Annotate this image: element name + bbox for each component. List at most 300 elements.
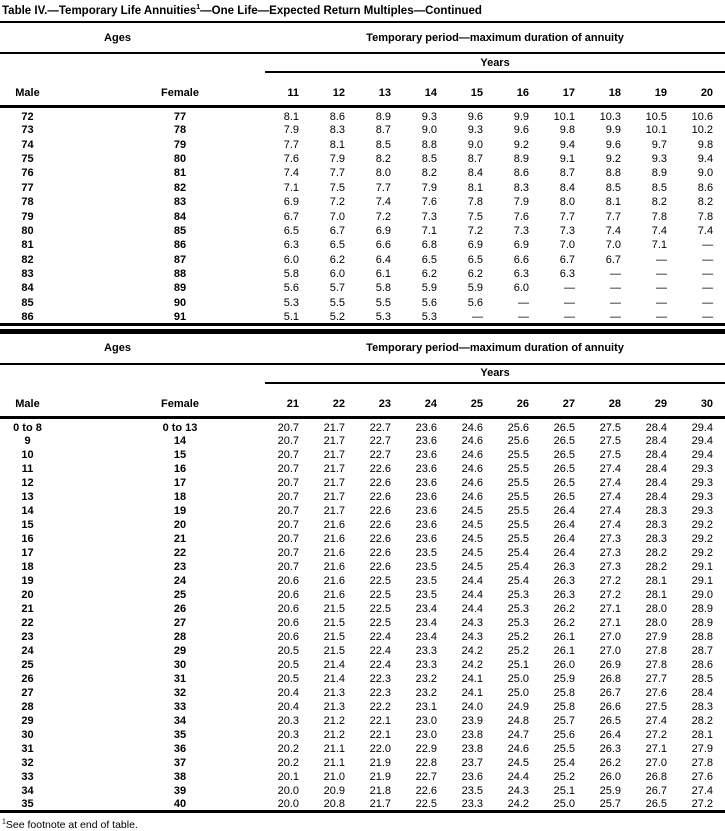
multiple-value-cell: 7.8 (467, 196, 483, 209)
multiple-value-cell: 7.8 (651, 210, 667, 223)
multiple-value-cell: 23.8 (461, 728, 483, 741)
multiple-value-cell: 9.2 (605, 152, 621, 165)
table-row (0, 546, 725, 560)
male-age-cell: 31 (21, 742, 34, 755)
multiple-value-cell: 23.8 (461, 742, 483, 755)
multiple-value-cell: 7.0 (605, 239, 621, 252)
female-age-cell: 16 (173, 462, 187, 475)
table-row (0, 532, 725, 546)
multiple-value-cell: 7.9 (283, 124, 299, 137)
multiple-value-cell: 27.4 (599, 518, 621, 531)
year-column-header: 13 (357, 72, 403, 107)
male-age-cell: 13 (21, 490, 34, 503)
multiple-value-cell: 28.9 (691, 602, 714, 615)
multiple-value-cell: 21.2 (323, 714, 345, 727)
year-column-header: 26 (495, 383, 541, 418)
multiple-value-cell: 9.4 (697, 152, 714, 165)
header-row-groups (0, 22, 725, 53)
multiple-value-cell: — (610, 296, 621, 309)
header-row-columns (0, 383, 725, 418)
table-row (0, 574, 725, 588)
multiple-value-cell: 27.8 (645, 658, 667, 671)
multiple-value-cell: 27.2 (599, 574, 621, 587)
multiple-value-cell: 25.9 (599, 784, 621, 797)
multiple-value-cell: 8.5 (651, 181, 667, 194)
multiple-value-cell: 23.5 (415, 546, 437, 559)
multiple-value-cell: 27.2 (645, 728, 667, 741)
multiple-value-cell: 23.0 (415, 714, 437, 727)
multiple-value-cell: 23.4 (415, 630, 437, 643)
multiple-value-cell: 26.5 (553, 462, 575, 475)
multiple-value-cell: 6.9 (375, 224, 391, 237)
male-age-cell: 86 (21, 310, 34, 323)
male-age-cell: 10 (21, 448, 34, 461)
year-column-header: 24 (403, 383, 449, 418)
multiple-value-cell: 5.7 (329, 282, 345, 295)
multiple-value-cell: 21.7 (323, 448, 345, 461)
multiple-value-cell: 23.3 (415, 658, 437, 671)
multiple-value-cell: 29.3 (691, 462, 714, 475)
multiple-value-cell: 20.2 (277, 756, 299, 769)
multiple-value-cell: 6.0 (283, 253, 299, 266)
multiple-value-cell: 27.3 (599, 546, 621, 559)
multiple-value-cell: 28.0 (645, 602, 667, 615)
table-row (0, 672, 725, 686)
male-age-cell: 77 (21, 181, 34, 194)
female-age-cell: 0 to 13 (162, 421, 198, 434)
multiple-value-cell: 26.4 (553, 518, 575, 531)
multiple-value-cell: 6.8 (421, 239, 437, 252)
multiple-value-cell: 25.8 (553, 686, 575, 699)
multiple-value-cell: 23.6 (461, 770, 483, 783)
year-column-header: 25 (449, 383, 495, 418)
multiple-value-cell: 27.4 (599, 476, 621, 489)
female-age-cell: 31 (173, 672, 187, 685)
multiple-value-cell: 26.8 (599, 672, 621, 685)
multiple-value-cell: — (610, 268, 621, 281)
multiple-value-cell: 7.7 (329, 167, 345, 180)
male-age-cell: 14 (21, 504, 34, 517)
multiple-value-cell: 23.7 (461, 756, 483, 769)
year-column-header: 29 (633, 383, 679, 418)
multiple-value-cell: 6.4 (375, 253, 391, 266)
table-row (0, 296, 725, 310)
multiple-value-cell: 20.1 (277, 770, 299, 783)
multiple-value-cell: 28.4 (691, 686, 714, 699)
multiple-value-cell: 6.9 (283, 196, 299, 209)
multiple-value-cell: 20.4 (277, 686, 299, 699)
female-age-cell: 82 (173, 181, 187, 194)
female-age-cell: 90 (173, 296, 187, 309)
male-age-cell: 79 (21, 210, 34, 223)
header-row-groups (0, 333, 725, 364)
multiple-value-cell: 7.2 (467, 224, 483, 237)
male-age-cell: 20 (21, 588, 34, 601)
female-age-cell: 18 (173, 490, 187, 503)
years-label: Years (265, 364, 725, 383)
multiple-value-cell: 28.4 (645, 462, 667, 475)
multiple-value-cell: 20.9 (323, 784, 345, 797)
multiple-value-cell: 27.0 (599, 630, 621, 643)
multiple-value-cell: 20.3 (277, 714, 299, 727)
male-age-cell: 76 (21, 167, 34, 180)
header-row-years (0, 53, 725, 72)
multiple-value-cell: 20.5 (277, 644, 299, 657)
multiple-value-cell: 22.3 (369, 672, 391, 685)
multiple-value-cell: 24.2 (507, 798, 529, 811)
female-age-cell: 27 (173, 616, 187, 629)
female-age-cell: 39 (173, 784, 187, 797)
multiple-value-cell: 26.0 (599, 770, 621, 783)
female-age-cell: 77 (173, 111, 187, 123)
multiple-value-cell: 21.6 (323, 518, 345, 531)
multiple-value-cell: 7.4 (605, 224, 621, 237)
multiple-value-cell: 6.5 (329, 239, 345, 252)
multiple-value-cell: 27.4 (691, 784, 714, 797)
multiple-value-cell: 29.3 (691, 476, 714, 489)
multiple-value-cell: 6.7 (605, 253, 621, 266)
female-age-cell: 40 (173, 798, 187, 811)
female-age-cell: 29 (173, 644, 187, 657)
multiple-value-cell: 6.3 (559, 268, 575, 281)
table-row (0, 588, 725, 602)
multiple-value-cell: 8.1 (605, 196, 621, 209)
table-title (0, 3, 725, 21)
table-row (0, 448, 725, 462)
multiple-value-cell: 10.6 (691, 111, 714, 123)
multiple-value-cell: 22.5 (415, 798, 437, 811)
year-column-header: 21 (265, 383, 311, 418)
footnote-marker: 1 (2, 818, 6, 826)
female-age-cell: 20 (173, 518, 187, 531)
multiple-value-cell: 23.6 (415, 490, 437, 503)
year-column-header: 27 (541, 383, 587, 418)
multiple-value-cell: 5.9 (467, 282, 483, 295)
multiple-value-cell: 28.6 (691, 658, 714, 671)
multiple-value-cell: 6.9 (467, 239, 483, 252)
multiple-value-cell: 22.7 (415, 770, 437, 783)
multiple-value-cell: 5.6 (283, 282, 299, 295)
multiple-value-cell: 25.3 (507, 602, 529, 615)
multiple-value-cell: 20.7 (277, 462, 299, 475)
multiple-value-cell: 8.3 (513, 181, 529, 194)
multiple-value-cell: 24.5 (461, 504, 483, 517)
multiple-value-cell: 6.3 (283, 239, 299, 252)
table-row (0, 462, 725, 476)
multiple-value-cell: 27.3 (599, 532, 621, 545)
multiple-value-cell: 29.4 (691, 448, 714, 461)
multiple-value-cell: 25.1 (553, 784, 575, 797)
table-row (0, 504, 725, 518)
multiple-value-cell: 9.0 (421, 124, 437, 137)
period-group-header: Temporary period—maximum duration of annuity (265, 22, 725, 53)
table-row (0, 728, 725, 742)
multiple-value-cell: 21.7 (369, 798, 391, 811)
multiple-value-cell: 25.2 (553, 770, 575, 783)
multiple-value-cell: 26.5 (553, 476, 575, 489)
male-age-cell: 74 (21, 138, 34, 151)
multiple-value-cell: 5.3 (375, 310, 391, 323)
multiple-value-cell: 28.4 (645, 490, 667, 503)
multiple-value-cell: 22.5 (369, 574, 391, 587)
years-spacer (0, 364, 265, 383)
multiple-value-cell: 21.6 (323, 560, 345, 573)
multiple-value-cell: 25.5 (507, 448, 529, 461)
table-row (0, 476, 725, 490)
table-row (0, 152, 725, 166)
year-column-header: 16 (495, 72, 541, 107)
multiple-value-cell: 9.9 (605, 124, 621, 137)
multiple-value-cell: 27.0 (599, 644, 621, 657)
multiple-value-cell: 26.4 (553, 532, 575, 545)
multiple-value-cell: — (656, 253, 667, 266)
multiple-value-cell: 9.7 (651, 138, 667, 151)
multiple-value-cell: 22.6 (369, 462, 391, 475)
multiple-value-cell: 7.5 (329, 181, 345, 194)
multiple-value-cell: 24.5 (461, 560, 483, 573)
multiple-value-cell: 29.4 (691, 434, 714, 447)
multiple-value-cell: 24.3 (461, 630, 483, 643)
male-age-cell: 28 (21, 700, 34, 713)
table-row (0, 434, 725, 448)
multiple-value-cell: 20.7 (277, 504, 299, 517)
multiple-value-cell: 8.0 (559, 196, 575, 209)
female-age-cell: 79 (173, 138, 187, 151)
multiple-value-cell: 27.4 (645, 714, 667, 727)
table-row (0, 770, 725, 784)
multiple-value-cell: 9.8 (559, 124, 575, 137)
multiple-value-cell: 20.7 (277, 532, 299, 545)
multiple-value-cell: 8.2 (697, 196, 714, 209)
ages-group-header: Ages (0, 333, 265, 364)
multiple-value-cell: 27.5 (645, 700, 667, 713)
multiple-value-cell: 7.3 (513, 224, 529, 237)
multiple-value-cell: 10.2 (691, 124, 714, 137)
multiple-value-cell: 20.7 (277, 448, 299, 461)
female-age-cell: 85 (173, 224, 187, 237)
multiple-value-cell: 26.2 (553, 602, 575, 615)
multiple-value-cell: 29.2 (691, 518, 714, 531)
table-row (0, 518, 725, 532)
multiple-value-cell: 28.4 (645, 434, 667, 447)
multiple-value-cell: 8.9 (513, 152, 529, 165)
multiple-value-cell: 22.5 (369, 616, 391, 629)
multiple-value-cell: 24.5 (461, 532, 483, 545)
male-age-cell: 24 (21, 644, 34, 657)
multiple-value-cell: 5.1 (283, 310, 299, 323)
female-age-cell: 80 (173, 152, 187, 165)
table-body (0, 107, 725, 325)
multiple-value-cell: 26.4 (553, 504, 575, 517)
multiple-value-cell: 23.6 (415, 504, 437, 517)
multiple-value-cell: 25.7 (599, 798, 621, 811)
multiple-value-cell: 8.1 (467, 181, 483, 194)
table-row (0, 181, 725, 195)
multiple-value-cell: 8.9 (651, 167, 667, 180)
multiple-value-cell: 24.3 (507, 784, 529, 797)
multiple-value-cell: 22.7 (369, 434, 391, 447)
multiple-value-cell: 23.6 (415, 518, 437, 531)
multiple-value-cell: 8.6 (697, 181, 714, 194)
female-age-cell: 78 (173, 124, 187, 137)
multiple-value-cell: 7.9 (421, 181, 437, 194)
table-row (0, 798, 725, 812)
male-age-cell: 30 (21, 728, 34, 741)
multiple-value-cell: 9.4 (559, 138, 575, 151)
multiple-value-cell: — (702, 282, 714, 295)
multiple-value-cell: 23.6 (415, 462, 437, 475)
multiple-value-cell: 23.6 (415, 476, 437, 489)
multiple-value-cell: 25.5 (507, 476, 529, 489)
multiple-value-cell: — (472, 310, 483, 323)
multiple-value-cell: 27.5 (599, 421, 621, 434)
male-age-cell: 72 (21, 111, 34, 123)
multiple-value-cell: 7.0 (559, 239, 575, 252)
multiple-value-cell: 27.6 (691, 770, 714, 783)
multiple-value-cell: 21.6 (323, 546, 345, 559)
year-column-header: 15 (449, 72, 495, 107)
female-age-cell: 23 (173, 560, 187, 573)
multiple-value-cell: — (518, 296, 529, 309)
year-column-header: 22 (311, 383, 357, 418)
multiple-value-cell: 8.6 (329, 111, 345, 123)
multiple-value-cell: 26.5 (553, 490, 575, 503)
multiple-value-cell: 24.9 (507, 700, 529, 713)
multiple-value-cell: 6.2 (467, 268, 483, 281)
multiple-value-cell: 29.2 (691, 546, 714, 559)
multiple-value-cell: 25.6 (553, 728, 575, 741)
multiple-value-cell: 28.2 (645, 546, 667, 559)
multiple-value-cell: 20.6 (277, 588, 299, 601)
multiple-value-cell: 28.4 (645, 421, 667, 434)
multiple-value-cell: 27.2 (691, 798, 714, 811)
male-age-cell: 0 to 8 (13, 421, 42, 434)
table-row (0, 253, 725, 267)
multiple-value-cell: 5.5 (329, 296, 345, 309)
year-column-header: 11 (265, 72, 311, 107)
table-row (0, 756, 725, 770)
multiple-value-cell: 23.5 (415, 560, 437, 573)
male-age-cell: 34 (21, 784, 34, 797)
year-column-header: 19 (633, 72, 679, 107)
multiple-value-cell: 27.5 (599, 434, 621, 447)
footnote (0, 813, 725, 831)
male-age-cell: 73 (21, 124, 34, 137)
multiple-value-cell: 23.6 (415, 434, 437, 447)
multiple-value-cell: 24.5 (507, 756, 529, 769)
year-column-header: 20 (679, 72, 725, 107)
table-row (0, 686, 725, 700)
multiple-value-cell: 23.6 (415, 448, 437, 461)
multiple-value-cell: 25.6 (507, 434, 529, 447)
multiple-value-cell: 26.7 (645, 784, 667, 797)
multiple-value-cell: 5.8 (283, 268, 299, 281)
female-age-cell: 36 (173, 742, 187, 755)
multiple-value-cell: 6.7 (329, 224, 345, 237)
multiple-value-cell: 22.0 (369, 742, 391, 755)
multiple-value-cell: 25.2 (507, 644, 529, 657)
table-row (0, 602, 725, 616)
multiple-value-cell: 27.1 (645, 742, 667, 755)
multiple-value-cell: 20.7 (277, 421, 299, 434)
multiple-value-cell: 7.0 (329, 210, 345, 223)
multiple-value-cell: — (702, 296, 714, 309)
multiple-value-cell: 21.5 (323, 644, 345, 657)
multiple-value-cell: 8.7 (375, 124, 391, 137)
multiple-value-cell: 28.9 (691, 616, 714, 629)
multiple-value-cell: 28.4 (645, 476, 667, 489)
male-age-cell: 84 (21, 282, 34, 295)
female-age-cell: 38 (173, 770, 187, 783)
multiple-value-cell: 26.8 (645, 770, 667, 783)
multiple-value-cell: 22.4 (369, 658, 391, 671)
multiple-value-cell: 8.2 (421, 167, 437, 180)
multiple-value-cell: 23.2 (415, 686, 437, 699)
multiple-value-cell: 27.8 (691, 756, 714, 769)
table-row (0, 123, 725, 137)
multiple-value-cell: 26.3 (553, 560, 575, 573)
multiple-value-cell: 24.0 (461, 700, 483, 713)
multiple-value-cell: 23.5 (461, 784, 483, 797)
multiple-value-cell: 23.1 (415, 700, 437, 713)
multiple-value-cell: 28.1 (691, 728, 714, 741)
multiple-value-cell: — (656, 310, 667, 323)
year-column-header: 18 (587, 72, 633, 107)
multiple-value-cell: 26.3 (553, 574, 575, 587)
multiple-value-cell: 25.4 (507, 546, 529, 559)
multiple-value-cell: 29.4 (691, 421, 714, 434)
multiple-value-cell: 22.2 (369, 700, 391, 713)
multiple-value-cell: 24.1 (461, 672, 483, 685)
multiple-value-cell: 5.6 (421, 296, 437, 309)
multiple-value-cell: 6.5 (467, 253, 483, 266)
period-group-header: Temporary period—maximum duration of annuity (265, 333, 725, 364)
female-age-cell: 35 (173, 728, 187, 741)
male-age-cell: 75 (21, 152, 34, 165)
male-age-cell: 35 (21, 798, 34, 811)
multiple-value-cell: — (702, 310, 714, 323)
male-age-cell: 16 (21, 532, 34, 545)
multiple-value-cell: 5.3 (421, 310, 437, 323)
multiple-value-cell: 28.2 (691, 714, 714, 727)
multiple-value-cell: 25.4 (507, 574, 529, 587)
multiple-value-cell: — (564, 296, 575, 309)
table-row (0, 644, 725, 658)
multiple-value-cell: 7.7 (283, 138, 299, 151)
multiple-value-cell: 9.3 (467, 124, 483, 137)
multiple-value-cell: 29.0 (691, 588, 714, 601)
multiple-value-cell: 20.2 (277, 742, 299, 755)
table-title-text: Table IV.—Temporary Life Annuities (2, 5, 197, 17)
multiple-value-cell: 25.8 (553, 700, 575, 713)
multiple-value-cell: 29.1 (691, 574, 714, 587)
multiple-value-cell: 28.3 (645, 532, 667, 545)
multiple-value-cell: 22.9 (415, 742, 437, 755)
multiple-value-cell: 22.6 (369, 504, 391, 517)
year-column-header: 12 (311, 72, 357, 107)
multiple-value-cell: 10.3 (599, 111, 621, 123)
multiple-value-cell: 28.5 (691, 672, 714, 685)
multiple-value-cell: 23.4 (415, 616, 437, 629)
multiple-value-cell: 22.1 (369, 728, 391, 741)
multiple-value-cell: 27.9 (691, 742, 714, 755)
multiple-value-cell: 20.7 (277, 560, 299, 573)
multiple-value-cell: — (702, 268, 714, 281)
multiple-value-cell: 21.9 (369, 756, 391, 769)
multiple-value-cell: 25.4 (507, 560, 529, 573)
multiple-value-cell: 5.5 (375, 296, 391, 309)
multiple-value-cell: 25.5 (507, 518, 529, 531)
